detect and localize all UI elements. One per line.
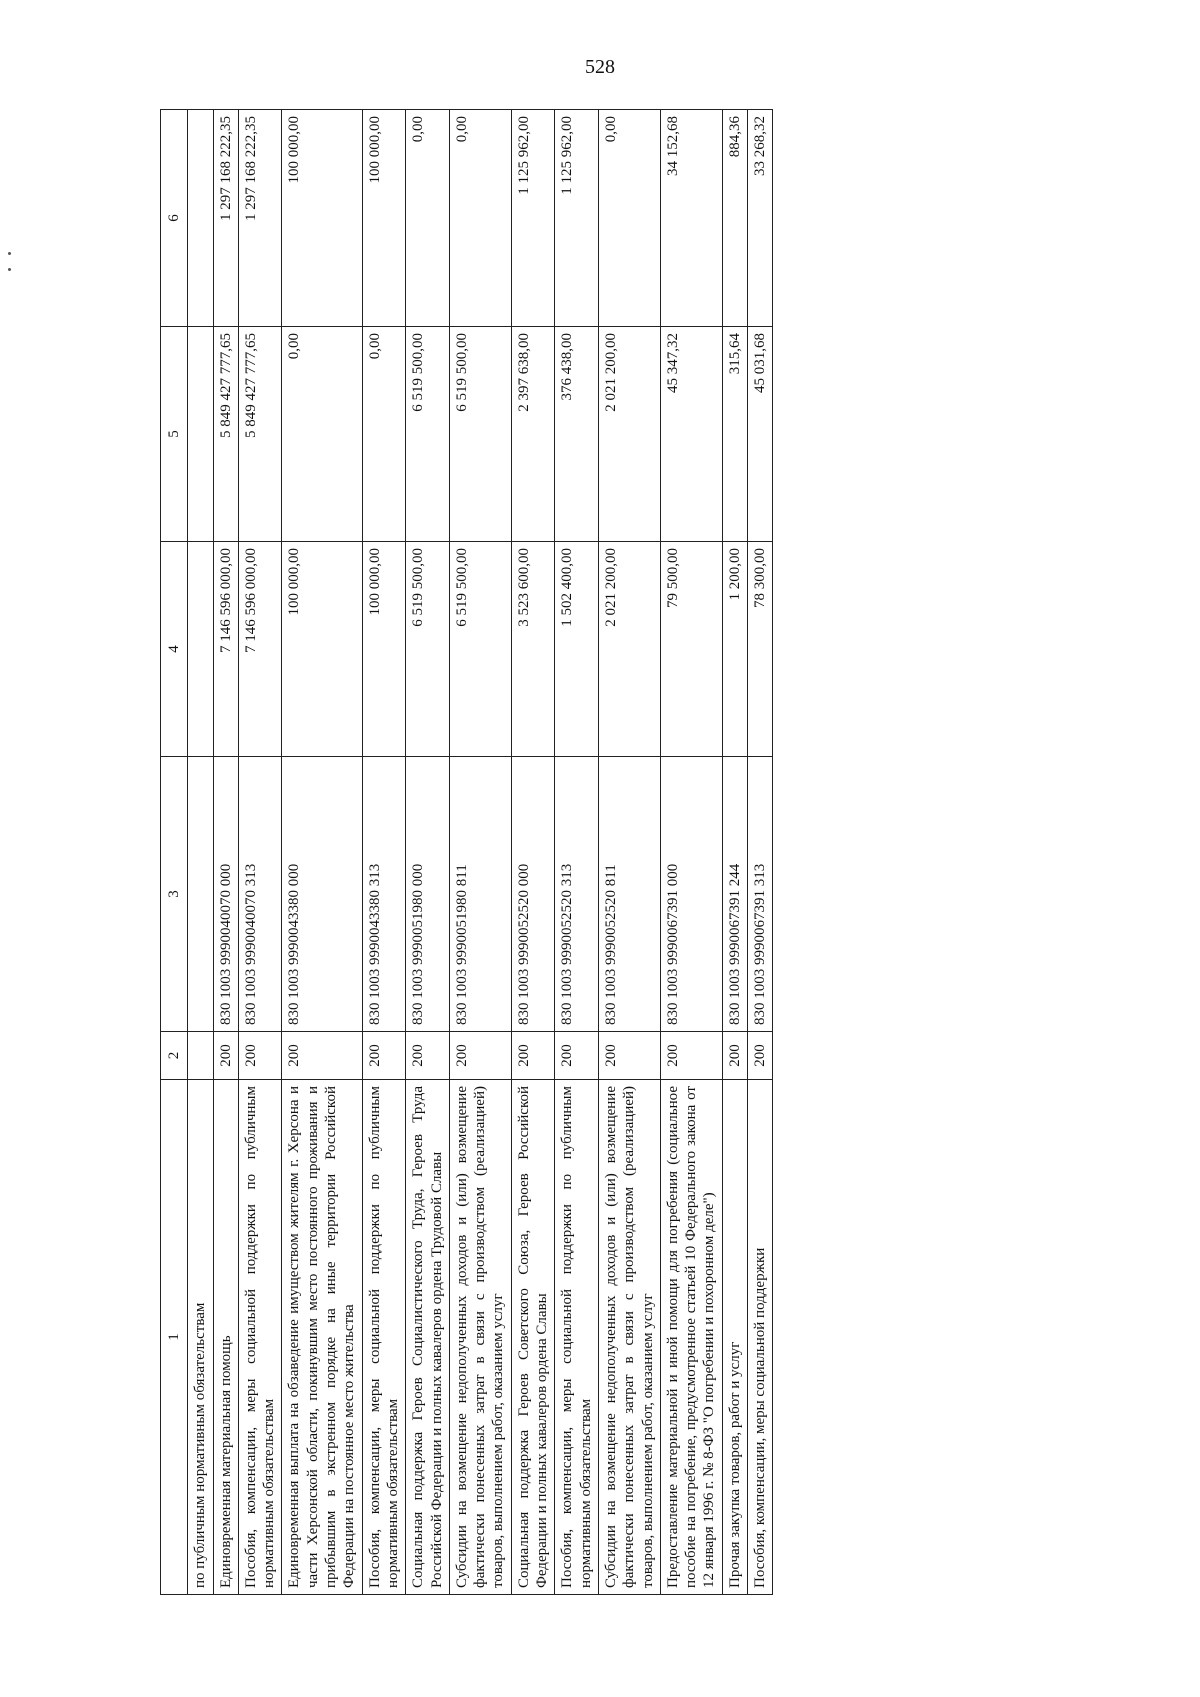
row-executed-amount: 45 347,32 bbox=[660, 327, 722, 542]
row-name: по публичным нормативным обязательствам bbox=[188, 1080, 213, 1595]
table-row bbox=[238, 110, 282, 1595]
row-admin-code: 200 bbox=[449, 1032, 511, 1080]
table-row bbox=[213, 110, 238, 1595]
row-admin-code: 200 bbox=[362, 1032, 406, 1080]
row-planned-amount: 3 523 600,00 bbox=[511, 542, 555, 757]
row-admin-code: 200 bbox=[748, 1032, 773, 1080]
row-budget-code: 830 1003 9990067391 000 bbox=[660, 757, 722, 1032]
row-name: Пособия, компенсации, меры социальной поддержки по публичным нормативным обязательствам bbox=[555, 1080, 599, 1595]
row-admin-code: 200 bbox=[282, 1032, 362, 1080]
row-name: Прочая закупка товаров, работ и услуг bbox=[722, 1080, 747, 1595]
row-executed-amount: 6 519 500,00 bbox=[406, 327, 450, 542]
row-budget-code: 830 1003 9990040070 313 bbox=[238, 757, 282, 1032]
row-budget-code: 830 1003 9990051980 000 bbox=[406, 757, 450, 1032]
row-budget-code: 830 1003 9990043380 313 bbox=[362, 757, 406, 1032]
header-col-5: 5 bbox=[161, 327, 188, 542]
row-name: Единовременная материальная помощь bbox=[213, 1080, 238, 1595]
header-col-3: 3 bbox=[161, 757, 188, 1032]
row-name: Единовременная выплата на обзаведение имуществом жителям г. Херсона и части Херсонской области, покинувшим место постоянного проживания и прибывшим в экстренном порядке на иные территории Российской Федерации на постоянное место жительства bbox=[282, 1080, 362, 1595]
table-row bbox=[188, 110, 213, 1595]
row-budget-code: 830 1003 9990043380 000 bbox=[282, 757, 362, 1032]
table-row bbox=[660, 110, 722, 1595]
row-budget-code bbox=[188, 757, 213, 1032]
row-executed-amount: 5 849 427 777,65 bbox=[238, 327, 282, 542]
row-planned-amount: 79 500,00 bbox=[660, 542, 722, 757]
scan-speck bbox=[8, 252, 11, 255]
row-executed-amount: 6 519 500,00 bbox=[449, 327, 511, 542]
row-planned-amount bbox=[188, 542, 213, 757]
row-planned-amount: 7 146 596 000,00 bbox=[238, 542, 282, 757]
row-remainder-amount bbox=[188, 110, 213, 327]
row-remainder-amount: 1 125 962,00 bbox=[555, 110, 599, 327]
row-executed-amount: 5 849 427 777,65 bbox=[213, 327, 238, 542]
row-planned-amount: 1 502 400,00 bbox=[555, 542, 599, 757]
table-row bbox=[282, 110, 362, 1595]
page-number: 528 bbox=[585, 56, 615, 78]
row-name: Субсидии на возмещение недополученных доходов и (или) возмещение фактически понесенных затрат в связи с производством (реализацией) товаров, выполнением работ, оказанием услуг bbox=[598, 1080, 660, 1595]
row-admin-code: 200 bbox=[511, 1032, 555, 1080]
row-budget-code: 830 1003 9990067391 244 bbox=[722, 757, 747, 1032]
row-remainder-amount: 0,00 bbox=[406, 110, 450, 327]
row-admin-code bbox=[188, 1032, 213, 1080]
row-admin-code: 200 bbox=[238, 1032, 282, 1080]
scan-speck bbox=[8, 268, 11, 271]
budget-table bbox=[160, 109, 773, 1595]
row-name: Субсидии на возмещение недополученных доходов и (или) возмещение фактически понесенных затрат в связи с производством (реализацией) товаров, выполнением работ, оказанием услуг bbox=[449, 1080, 511, 1595]
row-executed-amount: 376 438,00 bbox=[555, 327, 599, 542]
row-admin-code: 200 bbox=[406, 1032, 450, 1080]
row-name: Пособия, компенсации, меры социальной поддержки по публичным нормативным обязательствам bbox=[362, 1080, 406, 1595]
row-executed-amount: 45 031,68 bbox=[748, 327, 773, 542]
table-row bbox=[598, 110, 660, 1595]
row-planned-amount: 1 200,00 bbox=[722, 542, 747, 757]
row-name: Социальная поддержка Героев Социалистического Труда, Героев Труда Российской Федерации и полных кавалеров ордена Трудовой Славы bbox=[406, 1080, 450, 1595]
row-remainder-amount: 0,00 bbox=[449, 110, 511, 327]
row-executed-amount: 0,00 bbox=[282, 327, 362, 542]
row-remainder-amount: 884,36 bbox=[722, 110, 747, 327]
table-row bbox=[511, 110, 555, 1595]
header-col-4: 4 bbox=[161, 542, 188, 757]
row-budget-code: 830 1003 9990052520 000 bbox=[511, 757, 555, 1032]
row-planned-amount: 100 000,00 bbox=[282, 542, 362, 757]
row-planned-amount: 6 519 500,00 bbox=[406, 542, 450, 757]
row-remainder-amount: 34 152,68 bbox=[660, 110, 722, 327]
row-name: Социальная поддержка Героев Советского Союза, Героев Российской Федерации и полных кавалеров ордена Славы bbox=[511, 1080, 555, 1595]
row-executed-amount: 2 397 638,00 bbox=[511, 327, 555, 542]
row-planned-amount: 100 000,00 bbox=[362, 542, 406, 757]
row-remainder-amount: 1 297 168 222,35 bbox=[238, 110, 282, 327]
row-remainder-amount: 33 268,32 bbox=[748, 110, 773, 327]
row-name: Пособия, компенсации, меры социальной поддержки по публичным нормативным обязательствам bbox=[238, 1080, 282, 1595]
row-admin-code: 200 bbox=[722, 1032, 747, 1080]
row-remainder-amount: 1 125 962,00 bbox=[511, 110, 555, 327]
row-budget-code: 830 1003 9990067391 313 bbox=[748, 757, 773, 1032]
row-admin-code: 200 bbox=[213, 1032, 238, 1080]
row-planned-amount: 2 021 200,00 bbox=[598, 542, 660, 757]
table-row bbox=[449, 110, 511, 1595]
table-header-row bbox=[161, 110, 188, 1595]
row-name: Предоставление материальной и иной помощи для погребения (социальное пособие на погребение, предусмотренное статьей 10 Федерального закона от 12 января 1996 г. № 8-ФЗ "О погребении и похоронном деле") bbox=[660, 1080, 722, 1595]
row-remainder-amount: 100 000,00 bbox=[282, 110, 362, 327]
header-col-6: 6 bbox=[161, 110, 188, 327]
row-executed-amount: 0,00 bbox=[362, 327, 406, 542]
table-row bbox=[555, 110, 599, 1595]
table-row bbox=[748, 110, 773, 1595]
table-row bbox=[362, 110, 406, 1595]
row-remainder-amount: 100 000,00 bbox=[362, 110, 406, 327]
row-budget-code: 830 1003 9990052520 811 bbox=[598, 757, 660, 1032]
table-row bbox=[406, 110, 450, 1595]
row-name: Пособия, компенсации, меры социальной поддержки bbox=[748, 1080, 773, 1595]
row-executed-amount: 2 021 200,00 bbox=[598, 327, 660, 542]
row-planned-amount: 7 146 596 000,00 bbox=[213, 542, 238, 757]
row-admin-code: 200 bbox=[660, 1032, 722, 1080]
row-planned-amount: 78 300,00 bbox=[748, 542, 773, 757]
row-budget-code: 830 1003 9990052520 313 bbox=[555, 757, 599, 1032]
row-budget-code: 830 1003 9990051980 811 bbox=[449, 757, 511, 1032]
header-col-2: 2 bbox=[161, 1032, 188, 1080]
rotated-page-content bbox=[160, 110, 1060, 1595]
row-budget-code: 830 1003 9990040070 000 bbox=[213, 757, 238, 1032]
row-remainder-amount: 1 297 168 222,35 bbox=[213, 110, 238, 327]
row-executed-amount: 315,64 bbox=[722, 327, 747, 542]
row-admin-code: 200 bbox=[555, 1032, 599, 1080]
row-remainder-amount: 0,00 bbox=[598, 110, 660, 327]
row-planned-amount: 6 519 500,00 bbox=[449, 542, 511, 757]
header-col-1: 1 bbox=[161, 1080, 188, 1595]
table-row bbox=[722, 110, 747, 1595]
row-admin-code: 200 bbox=[598, 1032, 660, 1080]
row-executed-amount bbox=[188, 327, 213, 542]
